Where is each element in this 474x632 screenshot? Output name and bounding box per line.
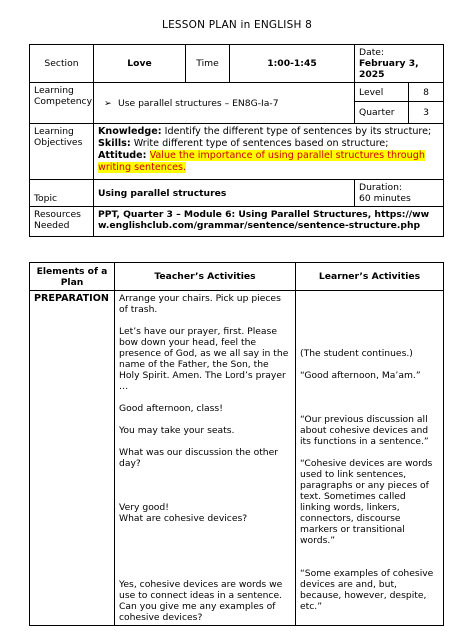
resources-label: Resources Needed [30,207,94,237]
learner-activities [296,291,444,626]
objectives-cell [94,124,444,180]
teacher-line: Good afternoon, class! [119,403,223,414]
knowledge-text: Identify the different type of sentences by its structure; [161,126,432,137]
topic-label: Topic [30,180,94,207]
quarter-value: 3 [409,102,444,124]
competency-value-cell [94,83,355,124]
teacher-line: What was our discussion the other day? [119,447,279,469]
page-title: LESSON PLAN in ENGLISH 8 [162,19,312,31]
skills-label: Skills: [98,138,131,149]
learner-line: “Cohesive devices are words used to link sentences, paragraphs or any pieces of text. Sometimes called linking words, linkers, connectors, discourse markers or transitional words.” [300,458,433,546]
level-label: Level [355,83,409,102]
col-elements-header: Elements of a Plan [30,263,115,291]
quarter-label: Quarter [355,102,409,124]
skills-text: Write different type of sentences based on structure; [130,138,389,149]
teacher-line: Very good! [119,502,169,513]
duration-cell [355,180,444,207]
attitude-label: Attitude: [98,150,147,161]
col-teacher-header: Teacher’s Activities [115,263,296,291]
teacher-line: What are cohesive devices? [119,513,248,524]
attitude-text: Value the importance of using parallel structures through writing sentences. [98,150,425,173]
teacher-line: You may take your seats. [119,425,235,436]
competency-value: Use parallel structures – EN8G-Ia-7 [118,97,279,109]
learner-line: “Our previous discussion all about cohesive devices and its functions in a sentence.” [300,414,429,447]
arrow-bullet-icon: ➢ [104,97,112,109]
learner-line: (The student continues.) [300,348,413,359]
plan-table [29,262,444,626]
teacher-line: Let’s have our prayer, first. Please bow down your head, feel the presence of God, as we all say in the name of the Father, the Son, the Holy Spirit. Amen. The Lord’s prayer … [119,326,289,392]
time-label: Time [186,45,230,83]
duration-label: Duration: [359,182,402,193]
date-cell [355,45,444,83]
knowledge-label: Knowledge: [98,126,162,137]
date-label: Date: [359,47,385,58]
section-value: Love [94,45,186,83]
preparation-label: PREPARATION [30,291,115,626]
date-value: February 3, 2025 [359,58,419,80]
learner-line: “Some examples of cohesive devices are and, but, because, however, despite, etc.” [300,568,434,612]
section-label: Section [30,45,94,83]
learner-line: “Good afternoon, Ma’am.” [300,370,421,381]
duration-value: 60 minutes [359,193,411,204]
lesson-header-table [29,44,444,237]
level-value: 8 [409,83,444,102]
time-value: 1:00-1:45 [230,45,355,83]
objectives-label: Learning Objectives [30,124,94,180]
competency-label: Learning Competency [30,83,94,124]
resources-value: PPT, Quarter 3 – Module 6: Using Parallel Structures, https://www.englishclub.com/grammar/sentence/sentence-structure.php [94,207,444,237]
teacher-line: Yes, cohesive devices are words we use to connect ideas in a sentence. Can you give me any examples of cohesive devices? [119,579,283,623]
teacher-line: Arrange your chairs. Pick up pieces of trash. [119,293,281,315]
topic-value: Using parallel structures [94,180,355,207]
teacher-activities [115,291,296,626]
col-learner-header: Learner’s Activities [296,263,444,291]
